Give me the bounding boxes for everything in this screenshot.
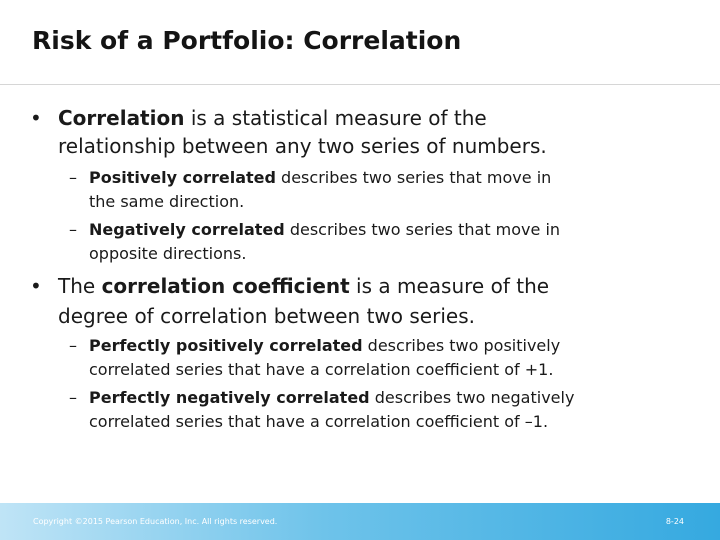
sub-bullet-marker: – <box>69 220 77 239</box>
slide-footer <box>0 503 720 540</box>
sub-bullet-line <box>89 218 699 242</box>
bold-term: Perfectly negatively correlated <box>89 388 370 407</box>
sub-bullet-marker: – <box>69 336 77 355</box>
sub-bullet-line: the same direction. <box>89 192 245 211</box>
footer-copyright: Copyright ©2015 Pearson Education, Inc. All rights reserved. <box>33 517 278 526</box>
sub-bullet-text: describes two negatively <box>369 388 575 407</box>
sub-bullet-text: describes two series that move in <box>284 220 561 239</box>
bullet-marker: • <box>30 274 42 298</box>
bullet-text: is a measure of the <box>349 274 550 298</box>
sub-bullet-marker: – <box>69 168 77 187</box>
sub-bullet-text: describes two positively <box>362 336 561 355</box>
footer-page-number: 8-24 <box>665 517 684 526</box>
bold-term: Positively correlated <box>89 168 276 187</box>
bold-term: Perfectly positively correlated <box>89 336 363 355</box>
slide-title: Risk of a Portfolio: Correlation <box>32 26 462 55</box>
bold-term: Correlation <box>58 106 185 130</box>
sub-bullet-line: correlated series that have a correlation coefficient of +1. <box>89 360 554 379</box>
bullet-line <box>58 104 698 132</box>
bold-term: Negatively correlated <box>89 220 285 239</box>
bullet-text: The <box>58 274 102 298</box>
bullet-marker: • <box>30 106 42 130</box>
bold-term: correlation coefficient <box>101 274 350 298</box>
title-divider <box>0 84 720 85</box>
bullet-line: relationship between any two series of numbers. <box>58 134 547 158</box>
bullet-text: is a statistical measure of the <box>184 106 487 130</box>
sub-bullet-line <box>89 334 699 358</box>
sub-bullet-text: describes two series that move in <box>275 168 552 187</box>
sub-bullet-marker: – <box>69 388 77 407</box>
bullet-line: degree of correlation between two series. <box>58 304 475 328</box>
sub-bullet-line <box>89 166 699 190</box>
sub-bullet-line: opposite directions. <box>89 244 247 263</box>
sub-bullet-line <box>89 386 699 410</box>
sub-bullet-line: correlated series that have a correlation coefficient of –1. <box>89 412 549 431</box>
bullet-line <box>58 272 698 300</box>
